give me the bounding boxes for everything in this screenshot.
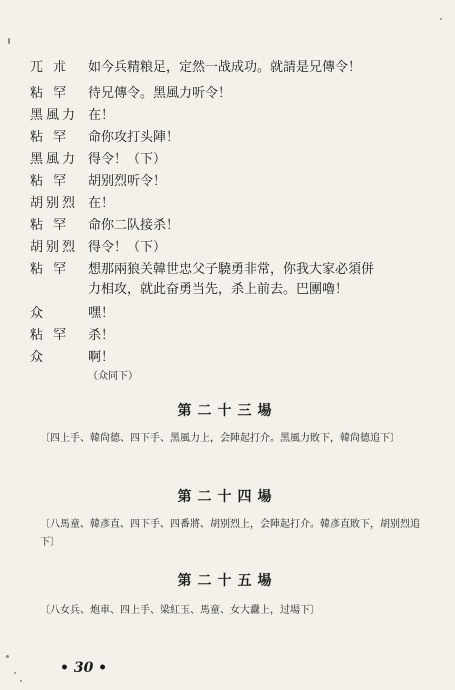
- speech-text: 如今兵精粮足，定然一战成功。就請是兄傳令！: [88, 60, 362, 75]
- scene-title: 第二十三場: [177, 403, 278, 419]
- scan-mark: [8, 38, 10, 44]
- dialogue-line: [30, 174, 430, 190]
- scene-direction: 〔四上手、韓尙德、四下手、黑風力上，会陣起打介。黑風力敗下，韓尙德追下〕: [40, 433, 400, 444]
- speech-text: 嘿！: [88, 306, 115, 321]
- speaker-name: 粘 罕: [30, 218, 70, 233]
- dialogue-line: [30, 262, 430, 278]
- dialogue-line: [30, 240, 430, 256]
- dialogue-line: [30, 86, 430, 102]
- dialogue-line: [30, 60, 430, 76]
- speaker-name: 众: [30, 306, 47, 321]
- scan-mark: [20, 680, 22, 682]
- speech-text: 在！: [88, 108, 115, 123]
- speech-text: 想那兩狼关韓世忠父子驍勇非常，你我大家必須併: [88, 262, 375, 277]
- dialogue-line: [30, 196, 430, 212]
- speaker-name: 粘 罕: [30, 86, 70, 101]
- speech-text: 命你二队接杀！: [88, 218, 180, 233]
- scan-mark: [6, 655, 9, 658]
- dialogue-line: [30, 108, 430, 124]
- speech-text: 得令！（下）: [88, 240, 167, 255]
- speech-text: 胡别烈听令！: [88, 174, 167, 189]
- scene-direction: 〔八馬童、韓彥直、四下手、四番將、胡别烈上，会陣起打介。韓彥直敗下，胡别烈追下〕: [40, 519, 420, 548]
- scene-direction: 〔八女兵、炮車、四上手、梁紅玉、馬童、女大纛上，过場下〕: [40, 605, 320, 616]
- speech-continuation: 力相攻，就此奋勇当先，杀上前去。巴團嚕！: [88, 282, 349, 297]
- speaker-name: 粘 罕: [30, 130, 70, 145]
- stage-direction: （众同下）: [88, 371, 138, 382]
- speaker-name: 粘 罕: [30, 174, 70, 189]
- dialogue-line: [30, 328, 430, 344]
- speaker-name: 粘 罕: [30, 328, 70, 343]
- dialogue-line: [30, 218, 430, 234]
- speech-text: 得令！（下）: [88, 152, 167, 167]
- speech-text: 命你攻打头陣！: [88, 130, 180, 145]
- speech-text: 待兄傳令。黑風力听令！: [88, 86, 232, 101]
- speech-text: 在！: [88, 196, 115, 211]
- speaker-name: 黑風力: [30, 108, 79, 123]
- speaker-name: 粘 罕: [30, 262, 70, 277]
- speaker-name: 胡别烈: [30, 240, 79, 255]
- scene-title: 第二十五場: [177, 573, 278, 589]
- speaker-name: 胡别烈: [30, 196, 79, 211]
- scene-title: 第二十四場: [177, 489, 278, 505]
- speaker-name: 兀 朮: [30, 60, 70, 75]
- dialogue-line: [30, 306, 430, 322]
- dialogue-line: [30, 152, 430, 168]
- dialogue-line: [30, 350, 430, 366]
- speaker-name: 众: [30, 350, 47, 365]
- speaker-name: 黑風力: [30, 152, 79, 167]
- dialogue-line: [30, 130, 430, 146]
- scan-mark: [440, 18, 442, 20]
- speech-text: 杀！: [88, 328, 115, 343]
- speech-text: 啊！: [88, 350, 115, 365]
- page-number: • 30 •: [60, 660, 108, 676]
- scan-mark: [14, 672, 16, 674]
